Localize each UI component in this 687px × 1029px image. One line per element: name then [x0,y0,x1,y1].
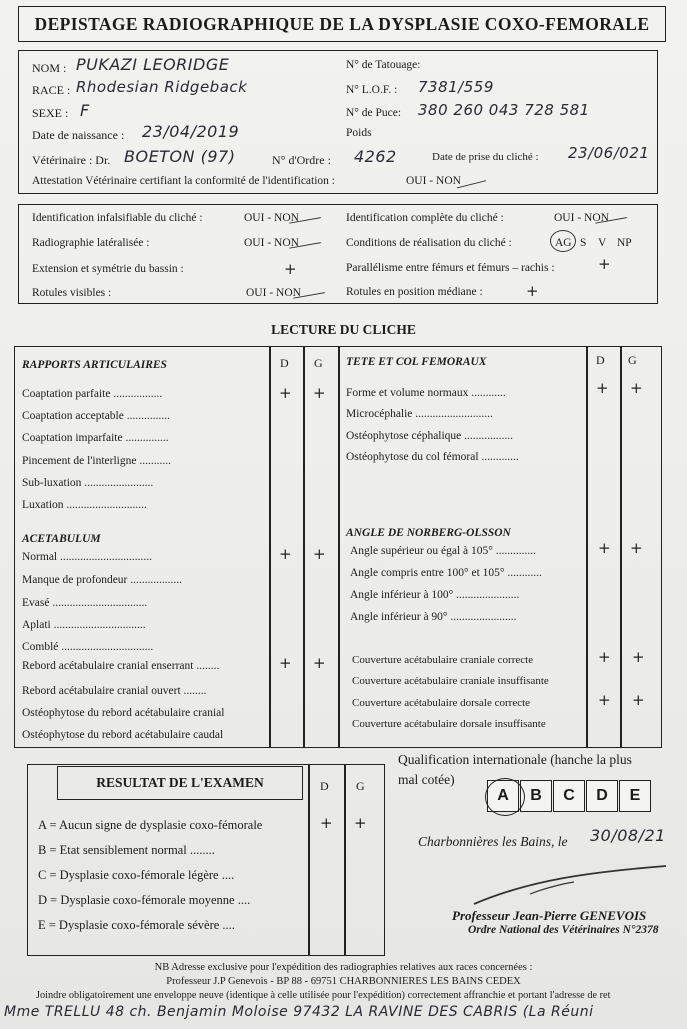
footer-line-3: Joindre obligatoirement une enveloppe neuve (identique à celle utilisée pour l'expédition) correctement affranchie et portant l'adresse de ret [36,990,611,1001]
page-title: DEPISTAGE RADIOGRAPHIQUE DE LA DYSPLASIE COXO-FEMORALE [34,14,650,34]
parallelisme-label: Parallélisme entre fémurs et fémurs – rachis : [346,262,555,274]
row-label-comble: Comblé ................................ [22,641,154,653]
grade-box-d: D [586,780,618,812]
puce-label: N° de Puce: [346,107,402,119]
race-label: RACE : [32,83,71,97]
rotules-visibles-options: OUI - NON [246,287,301,299]
complete-options: OUI - NON [554,212,609,224]
ordre-value: 4262 [354,147,397,166]
row-label-osteophytose-du-col-femoral: Ostéophytose du col fémoral ............. [346,451,519,463]
selected-grade-circle [485,778,525,816]
row-label-normal: Normal ................................ [22,551,153,563]
grade-box-b: B [520,780,552,812]
mark-d: + [279,545,292,563]
rapports-header: RAPPORTS ARTICULAIRES [22,359,167,371]
conditions-opt-ag: AG [555,237,572,249]
row-label-coaptation-parfaite: Coaptation parfaite ................. [22,388,163,400]
mark-g: + [313,384,326,402]
sexe-label: SEXE : [32,106,69,120]
mark-g: + [632,691,645,709]
attestation-text: Attestation Vétérinaire certifiant la conformité de l'identification : [32,175,335,187]
mark-d: + [598,691,611,709]
conditions-label: Conditions de réalisation du cliché : [346,237,512,249]
mark-d: + [598,539,611,557]
infalsifiable-options: OUI - NON [244,212,299,224]
ordre-label: N° d'Ordre : [272,153,331,167]
row-label-luxation: Luxation ............................ [22,499,147,511]
tatouage-label: N° de Tatouage: [346,59,421,71]
mark-g: + [354,814,367,832]
veterinaire-label: Vétérinaire : Dr. [32,153,111,167]
race-value: Rhodesian Ridgeback [76,78,248,96]
mark-d: + [279,654,292,672]
mark-d: + [320,814,333,832]
row-label-evase: Evasé ................................. [22,597,148,609]
resultat-row-4: E = Dysplasie coxo-fémorale sévère .... [38,918,235,932]
grade-box-e: E [619,780,651,812]
row-label-aplati: Aplati ................................ [22,619,146,631]
footer-line-1: NB Adresse exclusive pour l'expédition des radiographies relatives aux races concernées : [154,962,533,973]
row-label-osteophytose-du-rebord-acetabulaire-caudal: Ostéophytose du rebord acétabulaire caudal [22,729,224,741]
signature-place: Charbonnières les Bains, le [418,834,568,849]
mark-g: + [313,654,326,672]
row-label-couverture-acetabulaire-dorsale-insuffisante: Couverture acétabulaire dorsale insuffisante [352,718,546,730]
signature-ordre: Ordre National des Vétérinaires N°2378 [468,924,659,936]
row-label-microcephalie: Microcéphalie ........................... [346,408,493,420]
conditions-opt-np: NP [617,237,632,249]
row-label-forme-et-volume-normaux: Forme et volume normaux ............ [346,387,506,399]
footer-line-2: Professeur J.P Genevois - BP 88 - 69751 CHARBONNIERES LES BAINS CEDEX [166,976,521,987]
resultat-title-box [57,766,303,800]
resultat-row-3: D = Dysplasie coxo-fémorale moyenne .... [38,893,251,907]
conditions-opt-s: S [580,237,587,249]
mark-g: + [632,648,645,666]
extension-label: Extension et symétrie du bassin : [32,263,184,275]
row-label-angle-inferieur-a-90: Angle inférieur à 90° ....................... [350,611,517,623]
row-label-couverture-acetabulaire-dorsale-correcte: Couverture acétabulaire dorsale correcte [352,697,531,709]
left-d-header: D [280,356,289,370]
nom-value: PUKAZI LEORIDGE [76,55,230,74]
row-label-coaptation-acceptable: Coaptation acceptable ............... [22,410,170,422]
row-label-manque-de-profondeur: Manque de profondeur .................. [22,574,183,586]
right-g-header: G [628,353,637,367]
prise-value: 23/06/021 [568,144,650,162]
row-label-osteophytose-du-rebord-acetabulaire-cranial: Ostéophytose du rebord acétabulaire cranial [22,707,225,719]
infalsifiable-label: Identification infalsifiable du cliché : [32,212,203,224]
naissance-value: 23/04/2019 [142,122,240,141]
right-d-header: D [596,353,605,367]
lof-value: 7381/559 [418,78,494,96]
attestation-options: OUI - NON [406,175,461,187]
extension-mark: + [284,260,297,278]
qualification-label-1: Qualification internationale (hanche la plus [398,752,632,767]
lecture-title: LECTURE DU CLICHE [271,322,416,337]
resultat-row-2: C = Dysplasie coxo-fémorale légère .... [38,868,235,882]
poids-label: Poids [346,127,372,139]
resultat-d-header: D [320,779,329,793]
naissance-label: Date de naissance : [32,128,125,142]
acetabulum-header: ACETABULUM [22,533,101,545]
veterinaire-value: BOETON (97) [124,147,236,166]
mark-d: + [279,384,292,402]
row-label-angle-inferieur-a-100: Angle inférieur à 100° ...................... [350,589,520,601]
tete-header: TETE ET COL FEMORAUX [346,356,487,368]
rotules-mediane-mark: + [526,282,539,300]
row-label-osteophytose-cephalique: Ostéophytose céphalique ................. [346,430,514,442]
resultat-g-header: G [356,779,365,793]
mark-g: + [313,545,326,563]
signature-scribble [470,860,670,908]
grade-box-a: A [487,780,519,812]
signature-date: 30/08/21 [590,826,666,845]
qualification-label-2: mal cotée) [398,772,455,787]
row-label-angle-compris-entre-100-et-105: Angle compris entre 100° et 105° ............ [350,567,542,579]
mark-g: + [630,379,643,397]
lof-label: N° L.O.F. : [346,84,398,96]
resultat-row-1: B = Etat sensiblement normal ........ [38,843,215,857]
row-label-pincement-de-l-interligne: Pincement de l'interligne ........... [22,455,171,467]
rotules-visibles-label: Rotules visibles : [32,287,112,299]
grade-box-c: C [553,780,585,812]
prise-label: Date de prise du cliché : [432,151,539,163]
row-label-rebord-acetabulaire-cranial-ouvert: Rebord acétabulaire cranial ouvert ........ [22,685,207,697]
mark-d: + [598,648,611,666]
signature-name: Professeur Jean-Pierre GENEVOIS [452,908,647,923]
handwritten-address: Mme TRELLU 48 ch. Benjamin Moloise 97432 LA RAVINE DES CABRIS (La Réuni [4,1004,594,1020]
mark-d: + [596,379,609,397]
rotules-mediane-label: Rotules en position médiane : [346,286,483,298]
resultat-title: RESULTAT DE L'EXAMEN [96,775,264,790]
row-label-couverture-acetabulaire-craniale-correcte: Couverture acétabulaire craniale correcte [352,654,534,666]
lateralisee-options: OUI - NON [244,237,299,249]
title-box [18,6,666,42]
parallelisme-mark: + [598,255,611,273]
row-label-angle-superieur-ou-egal-a-105: Angle supérieur ou égal à 105° .............. [350,545,536,557]
sexe-value: F [80,101,90,120]
mark-g: + [630,539,643,557]
row-label-coaptation-imparfaite: Coaptation imparfaite ............... [22,432,169,444]
nom-label: NOM : [32,61,67,75]
norberg-header: ANGLE DE NORBERG-OLSSON [346,527,511,539]
row-label-rebord-acetabulaire-cranial-enserrant: Rebord acétabulaire cranial enserrant ........ [22,660,220,672]
row-label-sub-luxation: Sub-luxation ........................ [22,477,154,489]
puce-value: 380 260 043 728 581 [418,101,590,119]
lateralisee-label: Radiographie latéralisée : [32,237,150,249]
conditions-opt-v: V [598,237,607,249]
complete-label: Identification complète du cliché : [346,212,504,224]
row-label-couverture-acetabulaire-craniale-insuffisante: Couverture acétabulaire craniale insuffisante [352,675,549,687]
resultat-row-0: A = Aucun signe de dysplasie coxo-fémorale [38,818,263,832]
left-g-header: G [314,356,323,370]
